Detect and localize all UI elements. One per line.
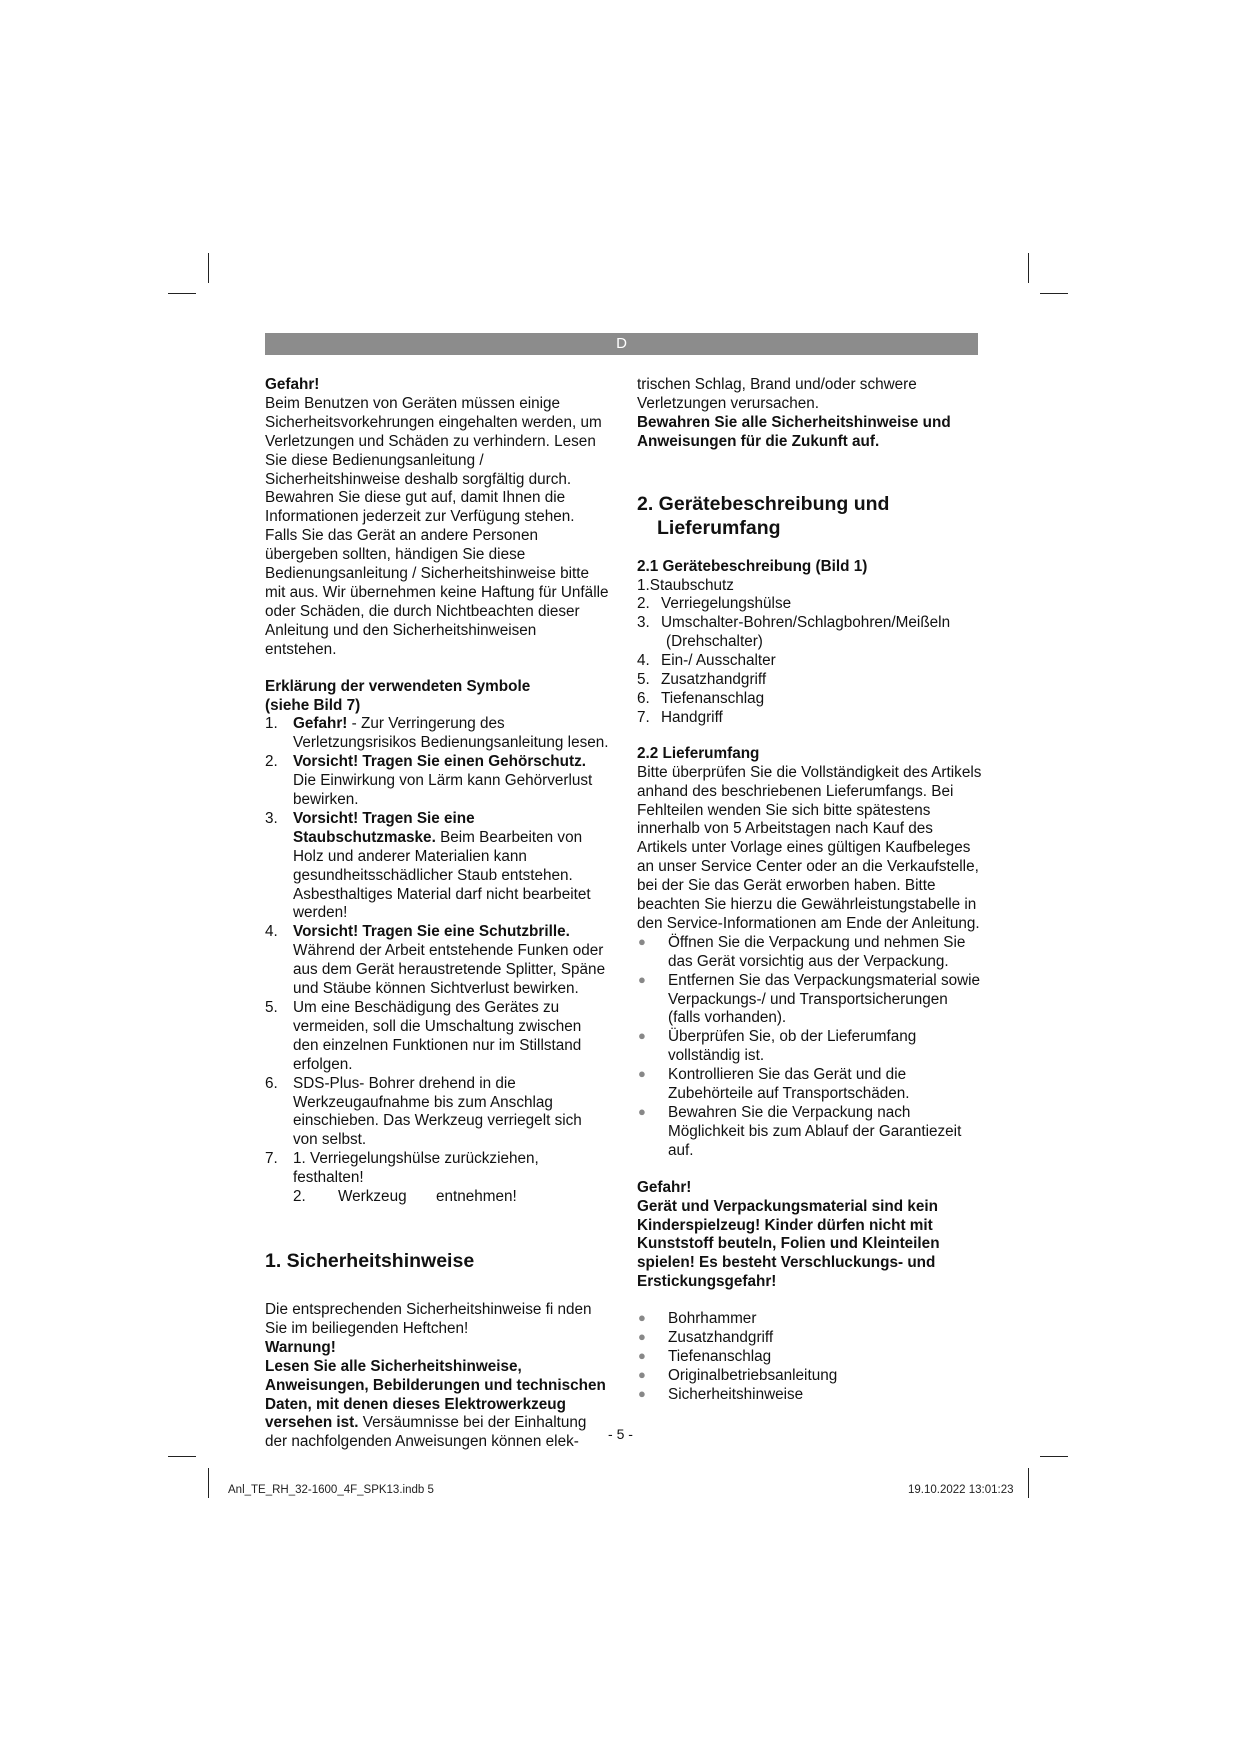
list-item: [637, 1348, 982, 1367]
list-text: Bewahren Sie die Verpackung nach Möglichkeit bis zum Ablauf der Garantiezeit auf.: [668, 1104, 962, 1159]
list-bold: Vorsicht! Tragen Sie eine Staubschutzmaske.: [293, 809, 475, 846]
list-item: [637, 652, 982, 671]
list-item: [637, 577, 982, 596]
list-text: Beim Bearbeiten von Holz und anderer Materialien kann gesundheitsschädlicher Staub entstehen. Asbesthaltiges Material darf nicht bearbeitet werden!: [293, 828, 591, 922]
list-number: 7.: [265, 1150, 278, 1168]
list-text: Entfernen Sie das Verpackungsmaterial sowie Verpackungs-/ und Transportsicherungen (falls vorhanden).: [668, 971, 981, 1027]
warning-title: Warnung!: [265, 1338, 336, 1356]
danger-title: Gefahr!: [265, 376, 320, 393]
list-item: [265, 715, 610, 753]
bullet-icon: ●: [638, 933, 646, 949]
device-heading: [637, 492, 982, 540]
list-item: [637, 709, 982, 728]
warning-text: Versäumnisse bei der Einhaltung der nachfolgenden Anweisungen können elek-: [265, 1414, 587, 1451]
list-item: [265, 923, 610, 999]
symbols-list: [265, 715, 610, 1188]
continuation-text: trischen Schlag, Brand und/oder schwere Verletzungen verursachen.: [637, 376, 917, 412]
device-heading-line: Lieferumfang: [657, 516, 781, 539]
list-number: 6.: [265, 1074, 278, 1092]
bullet-icon: ●: [638, 1347, 646, 1363]
list-number: 4.: [265, 923, 278, 941]
bullet-icon: ●: [638, 1104, 646, 1119]
warning-bold-text: Lesen Sie alle Sicherheitshinweise, Anweisungen, Bebilderungen und technischen Daten, mit denen dieses Elektrowerkzeug versehen ist.: [265, 1357, 606, 1432]
list-item: [637, 1310, 982, 1329]
list-item: [637, 934, 982, 972]
list-item: [265, 999, 610, 1075]
list-text: Um eine Beschädigung des Gerätes zu vermeiden, soll die Umschaltung zwischen den einzelnen Funktionen nur im Stillstand erfolgen.: [293, 999, 582, 1073]
list-number: 4.: [637, 652, 650, 670]
left-column: [265, 376, 610, 1452]
crop-mark: [1040, 293, 1068, 294]
page-number: - 5 -: [608, 1426, 633, 1442]
bullet-icon: ●: [638, 1066, 646, 1082]
list-number: 5.: [637, 671, 650, 689]
bullet-icon: ●: [638, 1028, 646, 1044]
list-text: Die Einwirkung von Lärm kann Gehörverlust bewirken.: [293, 772, 593, 809]
list-text: Sicherheitshinweise: [668, 1385, 804, 1403]
crop-mark: [1028, 1468, 1029, 1498]
list-number: 3.: [637, 614, 650, 632]
list-number: 1.: [265, 715, 278, 733]
crop-mark: [208, 253, 209, 283]
list-number: 1.: [637, 576, 650, 594]
list-text: Tiefenanschlag: [661, 689, 765, 707]
language-label: D: [616, 335, 627, 352]
list-item: [637, 1367, 982, 1386]
list-text: Öffnen Sie die Verpackung und nehmen Sie das Gerät vorsichtig aus der Verpackung.: [668, 933, 966, 970]
list-text: Handgriff: [661, 708, 723, 726]
right-column: [637, 376, 982, 1405]
crop-mark: [208, 1468, 209, 1498]
symbols-title: Erklärung der verwendeten Symbole: [265, 677, 531, 695]
safety-heading: 1. Sicherheitshinweise: [265, 1249, 475, 1272]
list-item: [637, 671, 982, 690]
list-text: Während der Arbeit entstehende Funken oder aus dem Gerät heraustretende Splitter, Späne und Stäube können Sichtverlust bewirken.: [293, 942, 606, 998]
steps-list: [637, 934, 982, 1161]
list-number: 5.: [265, 999, 278, 1016]
list-item: [637, 1028, 982, 1066]
description-title: 2.1 Gerätebeschreibung (Bild 1): [637, 557, 868, 575]
danger2-text: Gerät und Verpackungsmaterial sind kein Kinderspielzeug! Kinder dürfen nicht mit Kunststoff beuteln, Folien und Kleinteilen spielen! Es besteht Verschluckungs- und Erstickungsgefahr!: [637, 1197, 940, 1291]
symbols-subtitle: (siehe Bild 7): [265, 696, 361, 714]
list-item: [265, 1075, 610, 1151]
device-heading-line: 2. Gerätebeschreibung und: [637, 492, 890, 515]
list-text: Originalbetriebsanleitung: [668, 1366, 838, 1384]
safety-text: Die entsprechenden Sicherheitshinweise fi nden Sie im beiliegenden Heftchen!: [265, 1300, 592, 1337]
list-item: [637, 690, 982, 709]
list-item: [265, 810, 610, 923]
crop-mark: [168, 1456, 196, 1457]
sub-step-word: Werkzeug: [338, 1188, 407, 1206]
danger2-title: Gefahr!: [637, 1178, 692, 1196]
list-text: Staubschutz: [649, 576, 734, 594]
list-item: [265, 753, 610, 810]
intro-text: Beim Benutzen von Geräten müssen einige Sicherheitsvorkehrungen eingehalten werden, um Verletzungen und Schäden zu verhindern. Lesen Sie diese Bedienungsanleitung / Sicherheitshinweise deshalb sorgfältig durch. Bewahren Sie diese gut auf, damit Ihnen die Informationen jederzeit zur Verfügung stehen. Falls Sie das Gerät an andere Personen übergeben sollten, händigen Sie diese Bedienungsanleitung / Sicherheitshinweise bitte mit aus. Wir übernehmen keine Haftung für Unfälle oder Schäden, die durch Nichtbeachten dieser Anleitung und den Sicherheitshinweisen entstehen.: [265, 394, 609, 658]
language-header-bar: [265, 333, 978, 355]
sub-step-number: 2.: [293, 1188, 306, 1206]
bullet-icon: ●: [638, 1385, 646, 1401]
list-bold: Vorsicht! Tragen Sie einen Gehörschutz.: [293, 753, 586, 771]
scope-title: 2.2 Lieferumfang: [637, 744, 760, 762]
bullet-icon: ●: [638, 1329, 646, 1345]
list-text: Zusatzhandgriff: [668, 1329, 774, 1347]
list-item: [637, 1386, 982, 1405]
list-item: [637, 595, 982, 614]
list-item: [637, 972, 982, 1029]
parts-list: [637, 577, 982, 728]
list-text: Überprüfen Sie, ob der Lieferumfang vollständig ist.: [668, 1028, 917, 1065]
crop-mark: [1028, 253, 1029, 283]
list-text: Zusatzhandgriff: [661, 671, 767, 689]
list-text: Umschalter-Bohren/Schlagbohren/Meißeln: [661, 614, 951, 632]
bullet-icon: ●: [638, 971, 646, 987]
list-item: [265, 1150, 610, 1188]
list-subtext: (Drehschalter): [666, 633, 763, 651]
list-number: 6.: [637, 689, 650, 707]
list-text: Tiefenanschlag: [668, 1347, 772, 1365]
footer-timestamp: 19.10.2022 13:01:23: [908, 1484, 1014, 1496]
list-text: - Zur Verringerung des Verletzungsrisikos Bedienungsanleitung lesen.: [293, 715, 609, 752]
list-text: Bohrhammer: [668, 1310, 757, 1328]
sub-step-word: entnehmen!: [436, 1188, 517, 1206]
bullet-icon: ●: [638, 1366, 646, 1382]
list-text: SDS-Plus- Bohrer drehend in die Werkzeugaufnahme bis zum Anschlag einschieben. Das Werkzeug verriegelt sich von selbst.: [293, 1074, 582, 1149]
list-item: [637, 1329, 982, 1348]
list-bold: Vorsicht! Tragen Sie eine Schutzbrille.: [293, 923, 570, 941]
list-item: [637, 1066, 982, 1104]
list-item: [637, 614, 982, 652]
list-number: 7.: [637, 708, 650, 726]
crop-mark: [168, 293, 196, 294]
footer-filename: Anl_TE_RH_32-1600_4F_SPK13.indb 5: [228, 1484, 434, 1496]
list-text: Kontrollieren Sie das Gerät und die Zubehörteile auf Transportschäden.: [668, 1066, 910, 1103]
list-text: Ein-/ Ausschalter: [661, 652, 776, 670]
list-item: [637, 1104, 982, 1161]
crop-mark: [1040, 1456, 1068, 1457]
list-bold: Gefahr!: [293, 715, 348, 733]
bullet-icon: ●: [638, 1310, 646, 1326]
symbol7-sub-step: [265, 1188, 610, 1207]
list-text: 1. Verriegelungshülse zurückziehen, festhalten!: [293, 1150, 539, 1187]
keep-instructions-text: Bewahren Sie alle Sicherheitshinweise und Anweisungen für die Zukunft auf.: [637, 413, 951, 450]
list-number: 2.: [637, 595, 650, 613]
contents-list: [637, 1310, 982, 1405]
list-number: 3.: [265, 809, 278, 827]
list-number: 2.: [265, 753, 278, 771]
scope-text: Bitte überprüfen Sie die Vollständigkeit des Artikels anhand des beschriebenen Lieferumfangs. Bei Fehlteilen wenden Sie sich bitte spätestens innerhalb von 5 Arbeitstagen nach Kauf des Artikels unter Vorlage eines gültigen Kaufbeleges an unser Service Center oder an die Verkaufstelle, bei der Sie das Gerät erworben haben. Bitte beachten Sie hierzu die Gewährleistungstabelle in den Service-Informationen am Ende der Anleitung.: [637, 763, 982, 932]
list-text: Verriegelungshülse: [661, 595, 792, 613]
